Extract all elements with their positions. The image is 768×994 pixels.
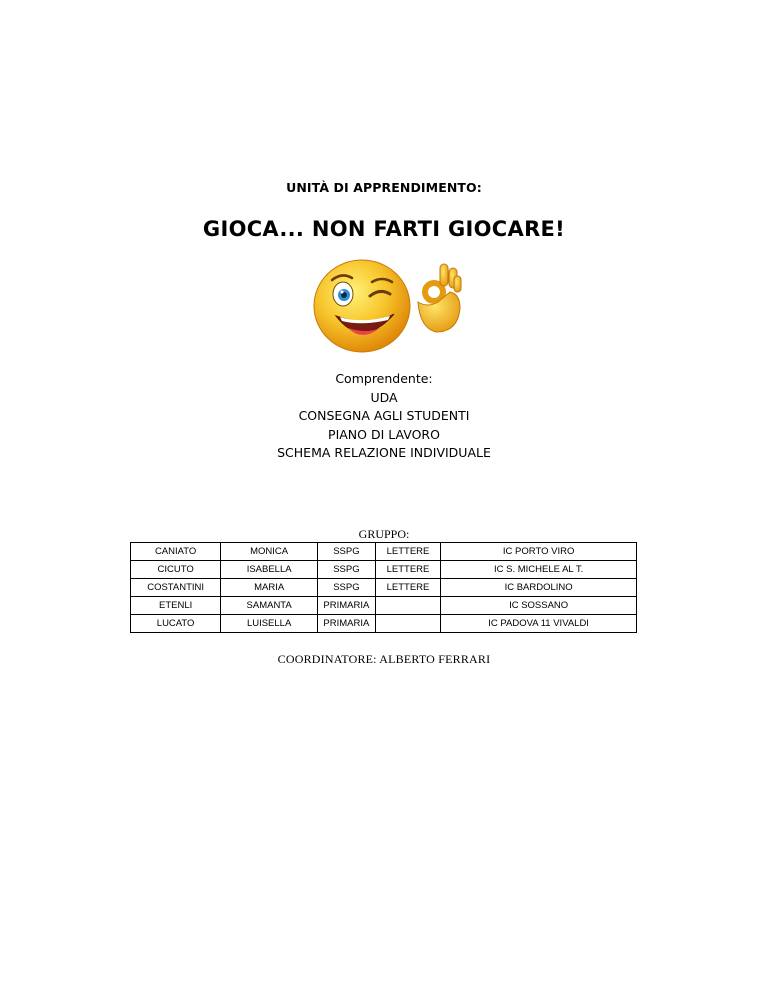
cell-institute: IC BARDOLINO [441, 579, 637, 597]
table-row [131, 543, 637, 561]
contents-item-piano: PIANO DI LAVORO [328, 426, 440, 442]
cell-subject [375, 615, 440, 633]
cell-surname: ETENLI [131, 597, 221, 615]
cell-subject: LETTERE [375, 561, 440, 579]
table-row [131, 615, 637, 633]
contents-item-schema: SCHEMA RELAZIONE INDIVIDUALE [277, 445, 491, 460]
cell-subject [375, 597, 440, 615]
cell-surname: CICUTO [131, 561, 221, 579]
contents-item-consegna: CONSEGNA AGLI STUDENTI [298, 408, 470, 423]
cell-school-level: PRIMARIA [318, 615, 376, 633]
group-label: GRUPPO: [358, 527, 410, 541]
table-row [131, 597, 637, 615]
cell-name: MARIA [221, 579, 318, 597]
group-table [130, 542, 637, 633]
cell-name: MONICA [221, 543, 318, 561]
cell-surname: LUCATO [131, 615, 221, 633]
uda-label: UNITÀ DI APPRENDIMENTO: [286, 180, 482, 195]
cell-institute: IC PORTO VIRO [441, 543, 637, 561]
cell-name: LUISELLA [221, 615, 318, 633]
contents-heading: Comprendente: [335, 371, 433, 386]
contents-item-uda: UDA [370, 389, 398, 405]
page-title: GIOCA... NON FARTI GIOCARE! [202, 217, 566, 241]
cell-school-level: SSPG [318, 579, 376, 597]
cell-surname: CANIATO [131, 543, 221, 561]
cell-subject: LETTERE [375, 543, 440, 561]
table-row [131, 561, 637, 579]
cell-institute: IC PADOVA 11 VIVALDI [441, 615, 637, 633]
cell-school-level: SSPG [318, 561, 376, 579]
contents-list [0, 370, 768, 463]
cell-name: SAMANTA [221, 597, 318, 615]
cell-surname: COSTANTINI [131, 579, 221, 597]
cell-institute: IC SOSSANO [441, 597, 637, 615]
cell-school-level: PRIMARIA [318, 597, 376, 615]
cell-subject: LETTERE [375, 579, 440, 597]
cell-institute: IC S. MICHELE AL T. [441, 561, 637, 579]
cell-name: ISABELLA [221, 561, 318, 579]
table-row [131, 579, 637, 597]
coordinator-line: COORDINATORE: ALBERTO FERRARI [277, 652, 491, 666]
cell-school-level: SSPG [318, 543, 376, 561]
winking-smiley-ok-hand-icon [310, 258, 462, 358]
